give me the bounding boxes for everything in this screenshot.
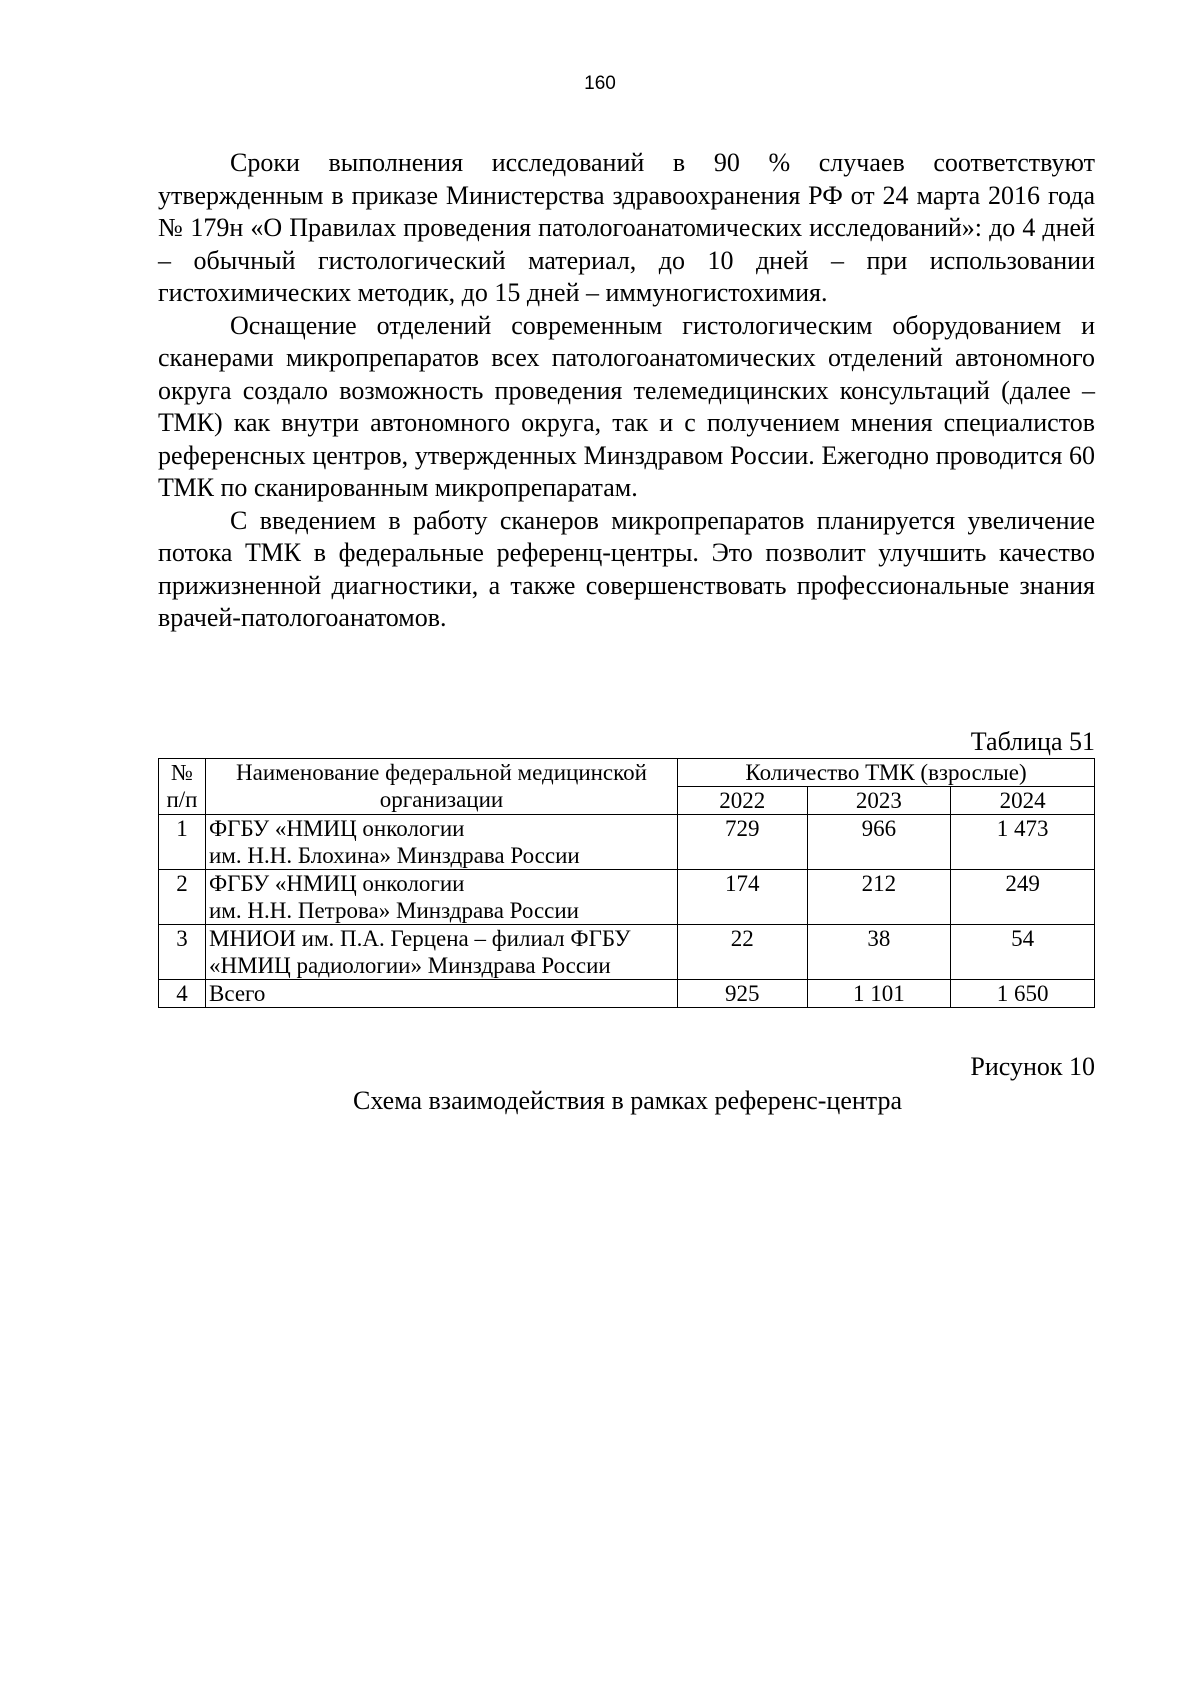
header-year-2024: 2024 <box>951 787 1095 815</box>
paragraph: С введением в работу сканеров микропрепаратов планируется увеличение потока ТМК в федеральные референц-центры. Это позволит улучшить качество прижизненной диагностики, а также совершенствовать профессиональные знания врачей-патологоанатомов. <box>158 505 1095 632</box>
table-row <box>159 925 1095 980</box>
row-value-2023: 1 101 <box>807 980 951 1008</box>
header-num <box>159 759 206 815</box>
paragraph: Оснащение отделений современным гистологическим оборудованием и сканерами микропрепаратов всех патологоанатомических отделений автономного округа создало возможность проведения телемедицинских консультаций (далее – ТМК) как внутри автономного округа, так и с получением мнения специалистов референсных центров, утвержденных Минздравом России. Ежегодно проводится 60 ТМК по сканированным микропрепаратам. <box>158 310 1095 502</box>
header-num-line1: № <box>171 760 193 785</box>
row-org-line2: «НМИЦ радиологии» Минздрава России <box>209 953 611 978</box>
header-group: Количество ТМК (взрослые) <box>678 759 1095 787</box>
figure-caption: Рисунок 10 <box>970 1052 1095 1081</box>
table-row-total <box>159 980 1095 1008</box>
figure-title: Схема взаимодействия в рамках референс-центра <box>352 1086 903 1115</box>
row-value-2024: 1 650 <box>951 980 1095 1008</box>
header-year-2022: 2022 <box>678 787 808 815</box>
row-org-line1: МНИОИ им. П.А. Герцена – филиал ФГБУ <box>209 926 631 951</box>
row-value-2023: 212 <box>807 870 951 925</box>
row-num: 1 <box>159 815 206 870</box>
header-org-line1: Наименование федеральной медицинской <box>236 760 647 785</box>
row-value-2024: 249 <box>951 870 1095 925</box>
row-value-2023: 38 <box>807 925 951 980</box>
paragraph: Сроки выполнения исследований в 90 % случаев соответствуют утвержденным в приказе Министерства здравоохранения РФ от 24 марта 2016 года № 179н «О Правилах проведения патологоанатомических исследований»: до 4 дней – обычный гистологический материал, до 10 дней – при использовании гистохимических методик, до 15 дней – иммуногистохимия. <box>158 148 1095 307</box>
header-org-line2: организации <box>379 787 504 812</box>
row-value-2022: 925 <box>678 980 808 1008</box>
header-year-2023: 2023 <box>807 787 951 815</box>
row-num: 2 <box>159 870 206 925</box>
row-value-2022: 174 <box>678 870 808 925</box>
table-caption: Таблица 51 <box>970 727 1095 756</box>
page-number: 160 <box>584 73 616 94</box>
header-num-line2: п/п <box>166 787 198 812</box>
row-num: 3 <box>159 925 206 980</box>
table-header-row <box>159 759 1095 787</box>
row-org-line2: им. Н.Н. Петрова» Минздрава России <box>209 898 579 923</box>
row-value-2022: 22 <box>678 925 808 980</box>
row-value-2023: 966 <box>807 815 951 870</box>
row-org: Всего <box>206 980 678 1008</box>
table-row <box>159 815 1095 870</box>
row-org-line2: им. Н.Н. Блохина» Минздрава России <box>209 843 580 868</box>
row-value-2024: 1 473 <box>951 815 1095 870</box>
header-org <box>206 759 678 815</box>
row-num: 4 <box>159 980 206 1008</box>
row-value-2022: 729 <box>678 815 808 870</box>
row-org <box>206 870 678 925</box>
row-org <box>206 925 678 980</box>
body-text <box>158 147 1095 635</box>
tmk-table <box>158 758 1095 1008</box>
table-row <box>159 870 1095 925</box>
row-org-line1: ФГБУ «НМИЦ онкологии <box>209 871 465 896</box>
row-value-2024: 54 <box>951 925 1095 980</box>
row-org <box>206 815 678 870</box>
row-org-line1: ФГБУ «НМИЦ онкологии <box>209 816 465 841</box>
